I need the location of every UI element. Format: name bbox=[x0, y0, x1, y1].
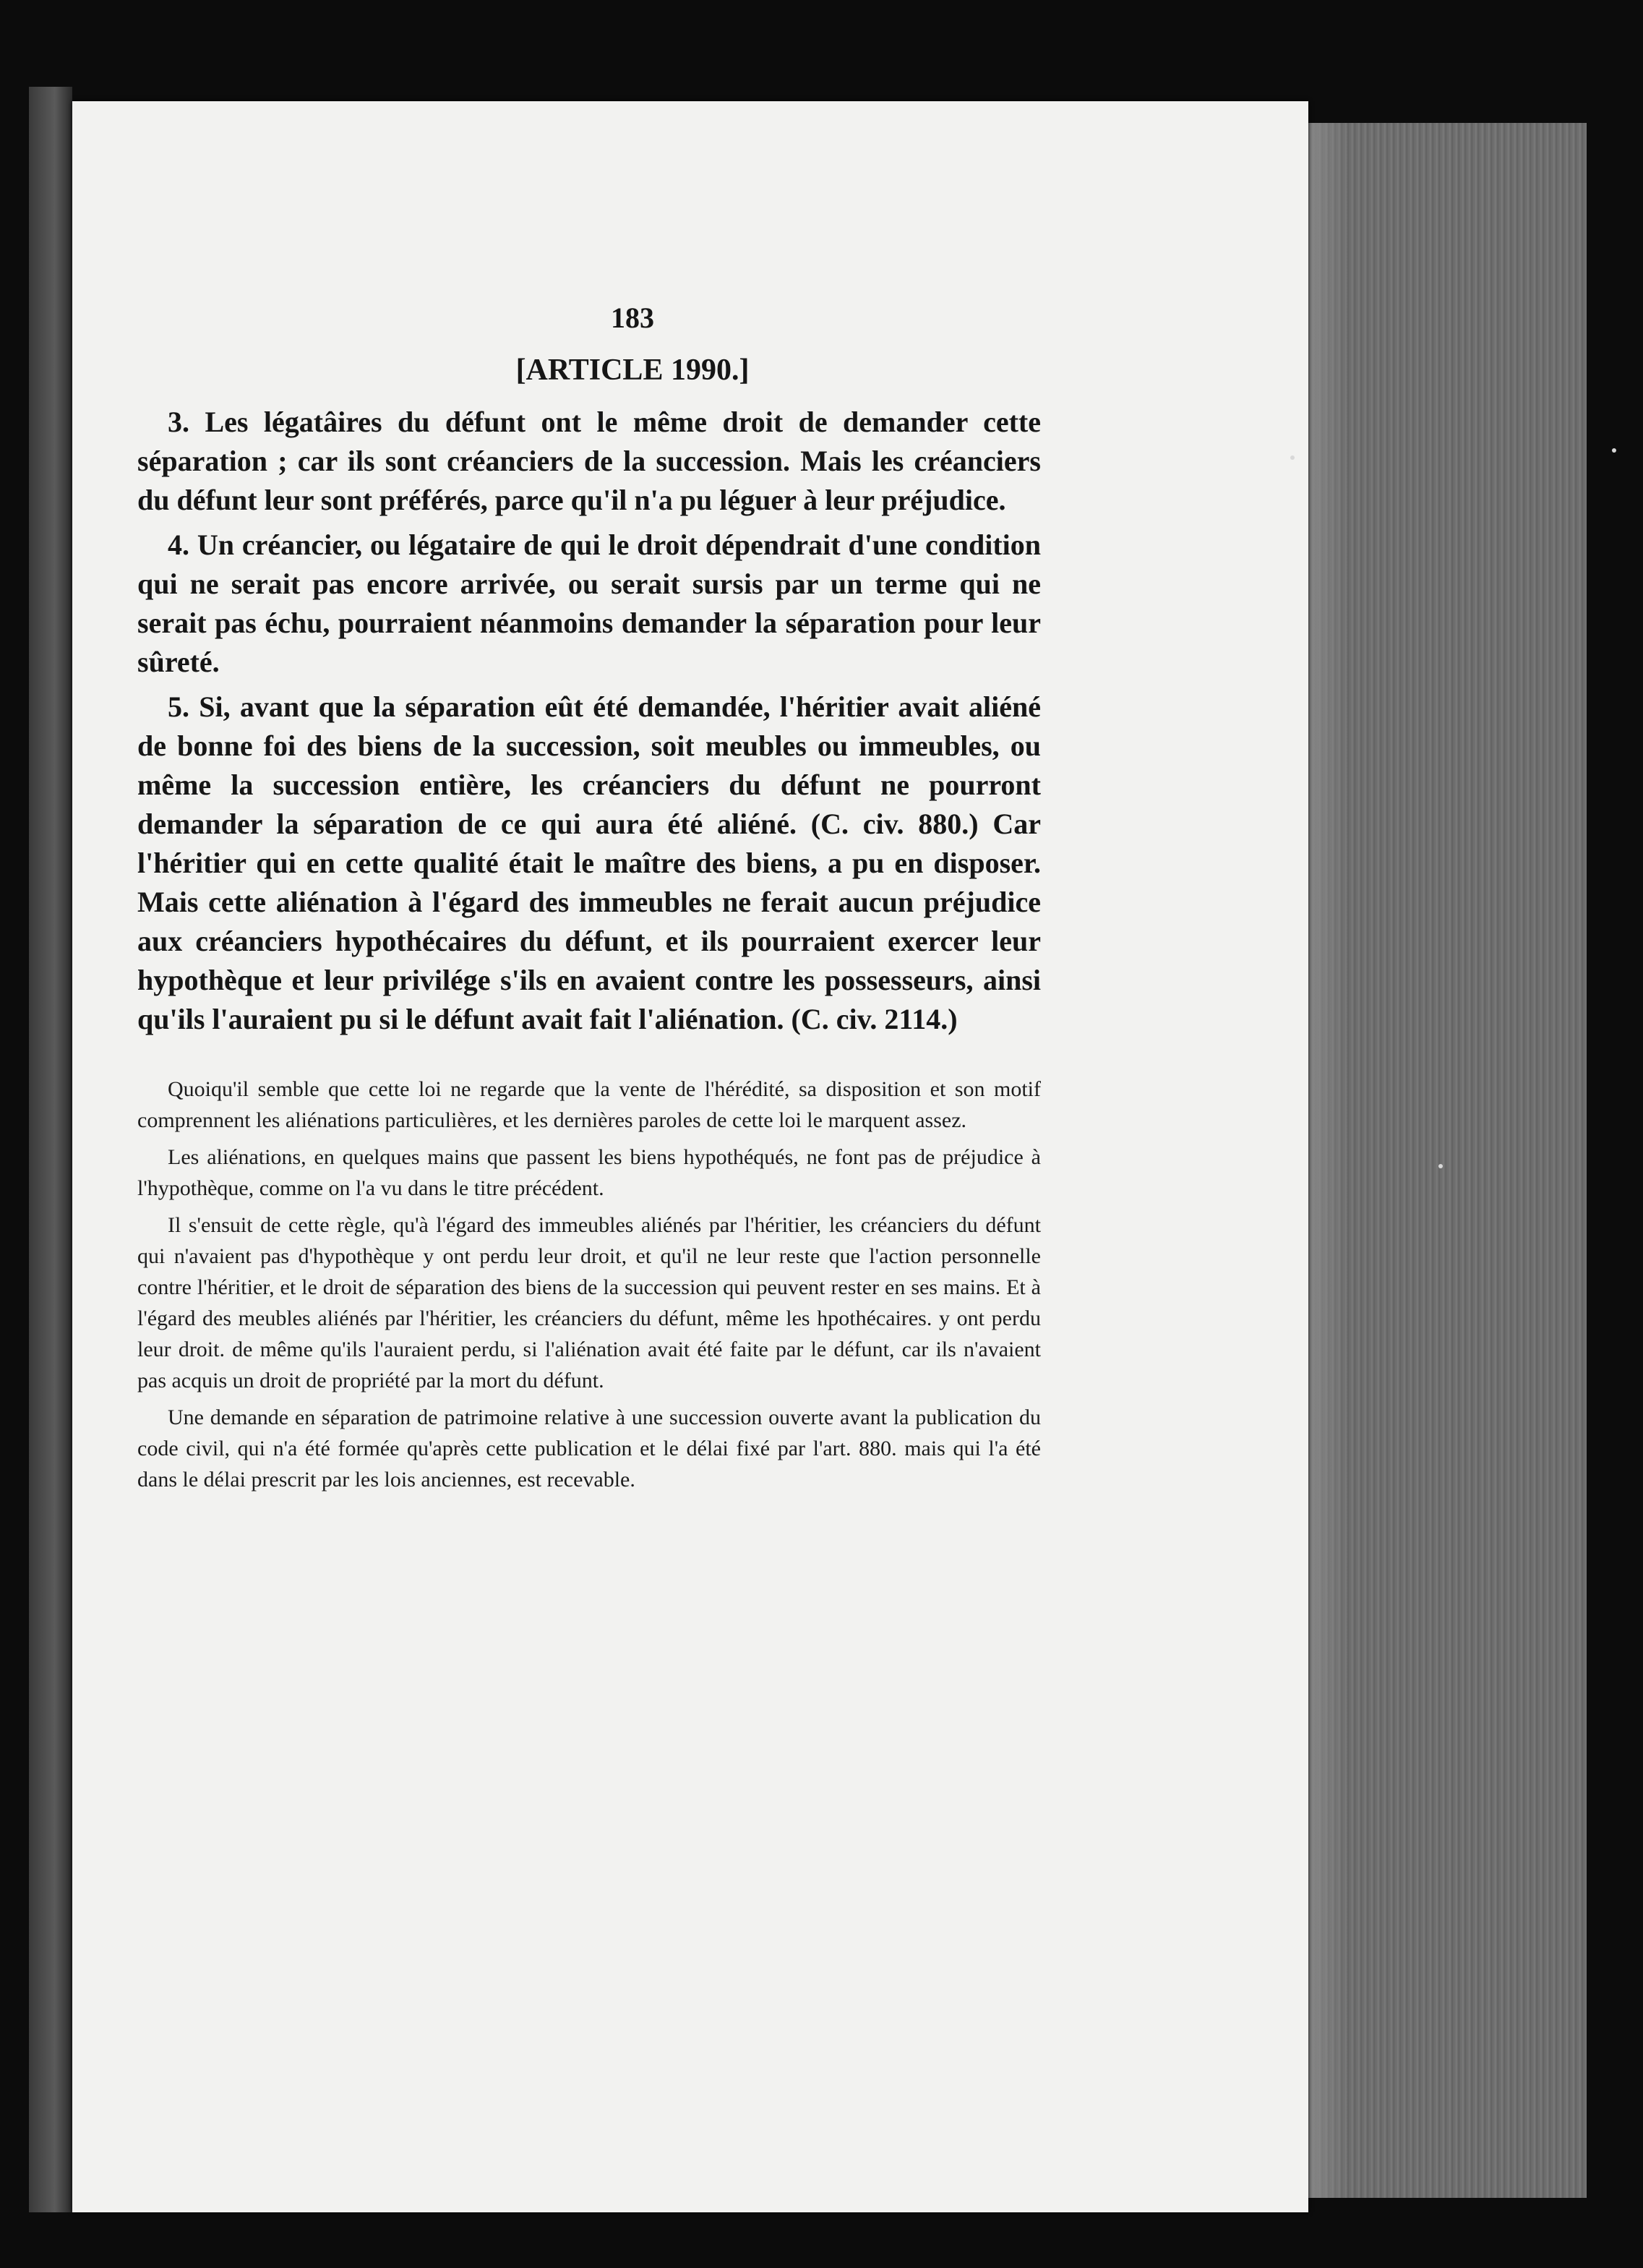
scan-speck bbox=[1438, 1164, 1443, 1168]
scan-speck bbox=[1290, 455, 1295, 460]
page-number: 183 bbox=[611, 301, 654, 334]
note-paragraph: Les aliénations, en quelques mains que passent les biens hypothéqués, ne font pas de préjudice à l'hypothèque, comme on l'a vu dans le titre précédent. bbox=[137, 1145, 1041, 1200]
page-content bbox=[137, 300, 1041, 1501]
paragraph-3: 3. Les légatâires du défunt ont le même droit de demander cette séparation ; car ils sont créanciers de la succession. Mais les créanciers du défunt leur sont préférés, parce qu'il n'a pu léguer à leur préjudice. bbox=[137, 406, 1041, 516]
commentary-notes bbox=[137, 1074, 1041, 1495]
scan-speck bbox=[1612, 448, 1616, 453]
note-paragraph: Il s'ensuit de cette règle, qu'à l'égard des immeubles aliénés par l'héritier, les créanciers du défunt qui n'avaient pas d'hypothèque y ont perdu leur droit, et qu'il ne leur reste que l'action personnelle contre l'héritier, et le droit de séparation des biens de la succession qui peuvent rester en ses mains. Et à l'égard des meubles aliénés par l'héritier, les créanciers du défunt, même les hpothécaires. y ont perdu leur droit. de même qu'ils l'auraient perdu, si l'aliénation avait été faite par le défunt, car ils n'avaient pas acquis un droit de propriété par la mort du défunt. bbox=[137, 1213, 1041, 1392]
note-paragraph: Quoiqu'il semble que cette loi ne regarde que la vente de l'hérédité, sa disposition et son motif comprennent les aliénations particulières, et les dernières paroles de cette loi le marquent assez. bbox=[137, 1077, 1041, 1132]
paragraph-4: 4. Un créancier, ou légataire de qui le droit dépendrait d'une condition qui ne serait pas encore arrivée, ou serait sursis par un terme qui ne serait pas échu, pourraient néanmoins demander la séparation pour leur sûreté. bbox=[137, 529, 1041, 678]
book-spine bbox=[29, 87, 72, 2212]
page-edge-shadow bbox=[1305, 123, 1348, 2198]
article-heading: [ARTICLE 1990.] bbox=[515, 354, 750, 387]
paragraph-5: 5. Si, avant que la séparation eût été demandée, l'héritier avait aliéné de bonne foi des biens de la succession, soit meubles ou immeubles, ou même la succession entière, les créanciers du défunt ne pourront demander la séparation de ce qui aura été aliéné. (C. civ. 880.) Car l'héritier qui en cette qualité était le maître des biens, a pu en disposer. Mais cette aliénation à l'égard des immeubles ne ferait aucun préjudice aux créanciers hypothécaires du défunt, et ils pourraient exercer leur hypothèque et leur privilége s'ils en avaient contre les possesseurs, ainsi qu'ils l'auraient pu si le défunt avait fait l'aliénation. (C. civ. 2114.) bbox=[137, 690, 1041, 1035]
note-paragraph: Une demande en séparation de patrimoine relative à une succession ouverte avant la publication du code civil, qui n'a été formée qu'après cette publication et le délai fixé par l'art. 880. mais qui l'a été dans le délai prescrit par les lois anciennes, est recevable. bbox=[137, 1405, 1041, 1492]
